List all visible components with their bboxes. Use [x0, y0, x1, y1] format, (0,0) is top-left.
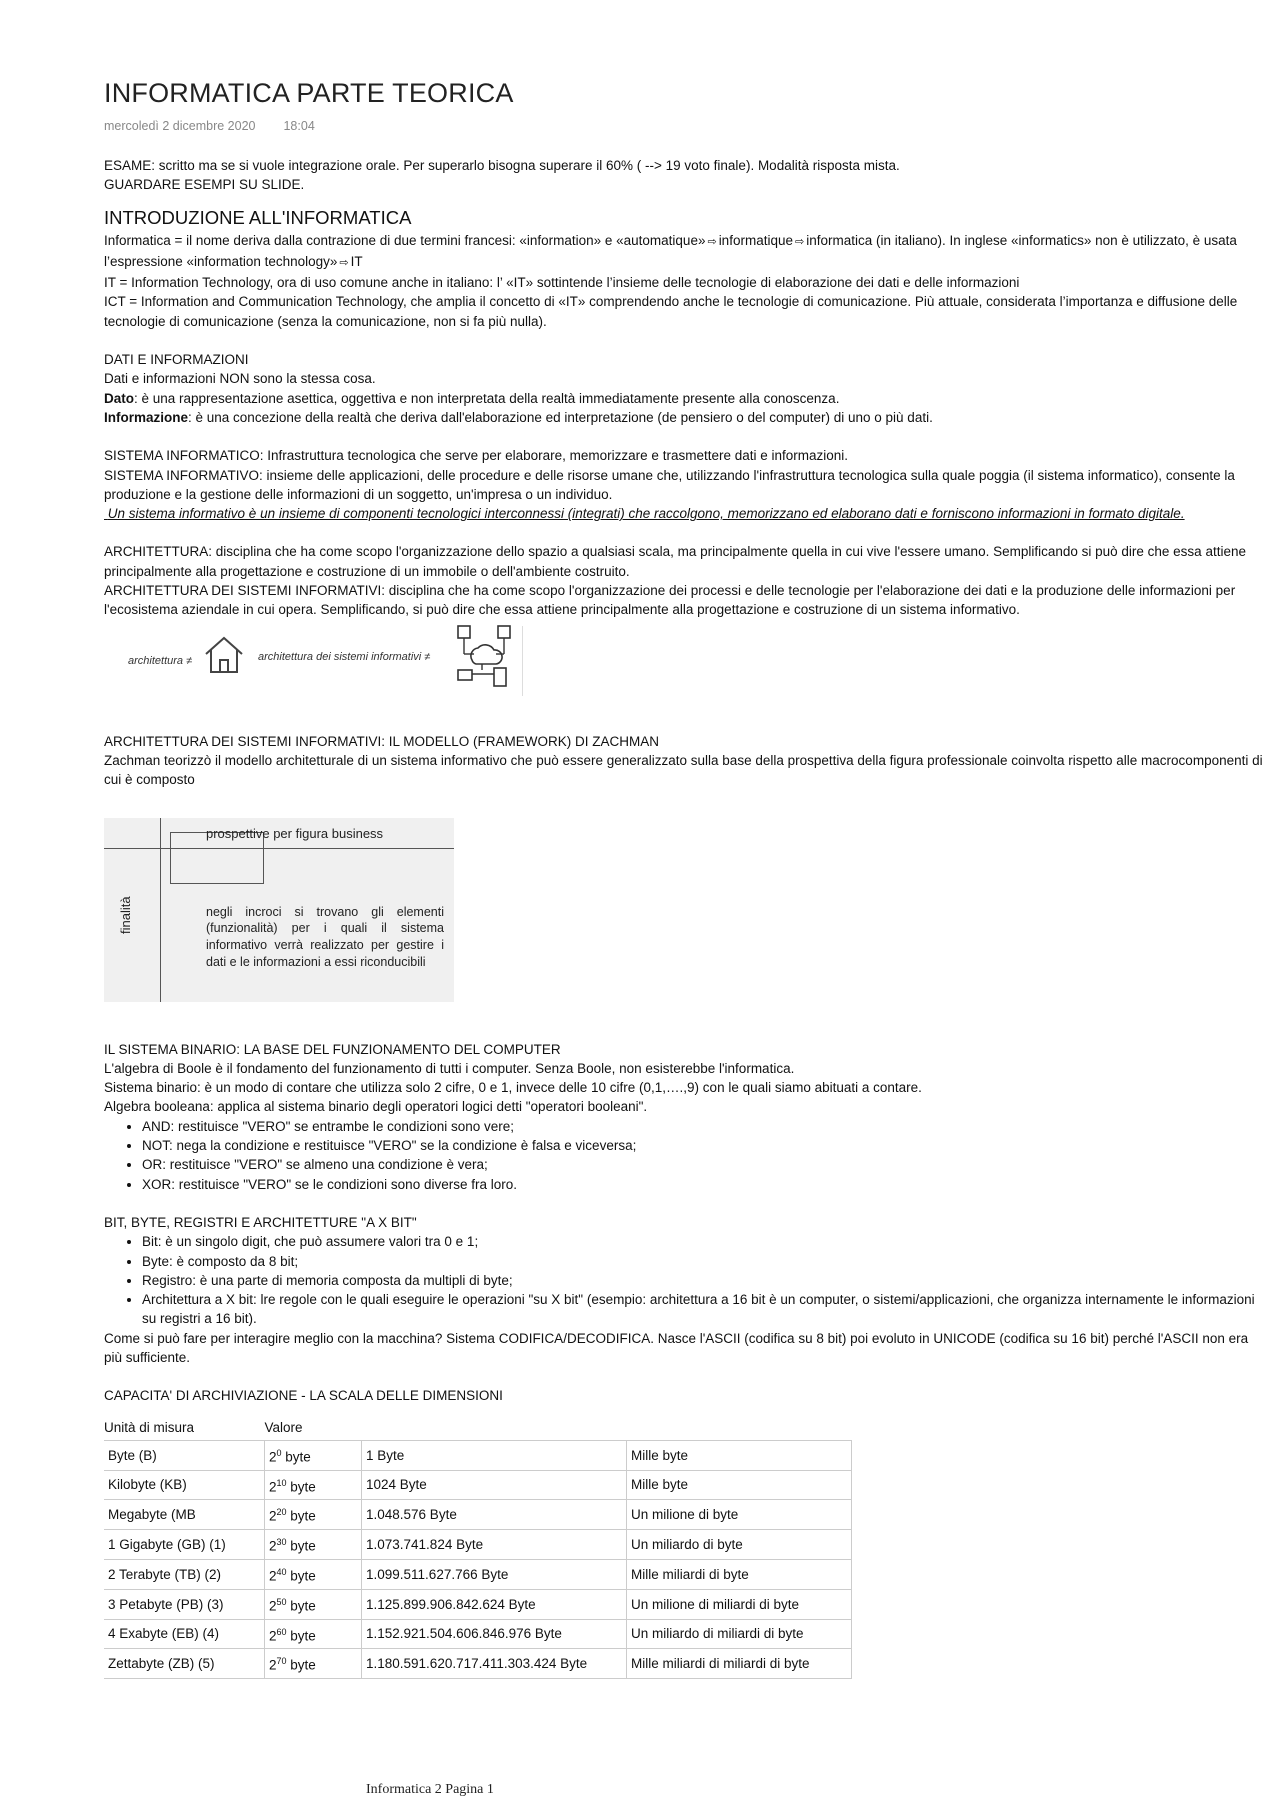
- power-cell: $2^{30}$ byte: [265, 1530, 362, 1560]
- section-heading-informatica: INTRODUZIONE ALL'INFORMATICA: [104, 206, 412, 228]
- description-cell: Un milione di miliardi di byte: [627, 1589, 852, 1619]
- sistema-informativo-underlined: Un sistema informativo è un insieme di componenti tecnologici interconnessi (integrati) che raccolgono, memorizzano ed elaborano dati e forniscono informazioni in formato digitale.: [107, 506, 1185, 522]
- column-header-value: Valore: [264, 1419, 303, 1435]
- house-icon: [202, 632, 246, 676]
- boolean-operators-list: [104, 1117, 1264, 1194]
- list-item: • Bit: è un singolo digit, che può assumere valori tra 0 e 1;: [142, 1232, 1264, 1251]
- bytes-cell: 1.048.576 Byte: [362, 1500, 627, 1530]
- page-title: INFORMATICA PARTE TEORICA: [104, 78, 514, 108]
- architettura-si-definition: ARCHITETTURA DEI SISTEMI INFORMATIVI: disciplina che ha come scopo l'organizzazione dei processi e delle tecnologie per l'elaborazione dei dati e la produzione delle informazioni per l'ecosistema aziendale in cui opera. Semplificando, si può dire che essa attiene principalmente alla progettazione e costruzione di un sistema informativo.: [104, 583, 1236, 618]
- architettura-si-label: architettura dei sistemi informativi ≠: [258, 650, 431, 663]
- power-cell: $2^{70}$ byte: [265, 1649, 362, 1679]
- unit-name-cell: 3 Petabyte (PB) (3): [104, 1589, 265, 1619]
- bytes-cell: 1.099.511.627.766 Byte: [362, 1560, 627, 1590]
- table-row: [104, 1619, 852, 1649]
- list-item: • NOT: nega la condizione e restituisce "VERO" se la condizione è falsa e viceversa;: [142, 1136, 1264, 1155]
- table-row: [104, 1649, 852, 1679]
- dati-intro: Dati e informazioni NON sono la stessa cosa.: [104, 371, 376, 387]
- description-cell: Mille miliardi di byte: [627, 1560, 852, 1590]
- arrow-icon: ⇨: [794, 235, 805, 248]
- table-row: [104, 1530, 852, 1560]
- section-heading-binario: IL SISTEMA BINARIO: LA BASE DEL FUNZIONAMENTO DEL COMPUTER: [104, 1041, 561, 1057]
- description-cell: Mille miliardi di miliardi di byte: [627, 1649, 852, 1679]
- page-meta: [104, 119, 315, 133]
- network-icon: [452, 624, 516, 690]
- zachman-text: Zachman teorizzò il modello architetturale di un sistema informativo che può essere generalizzato sulla base della prospettiva della figura professionale coinvolta rispetto alle macrocomponenti di cui è composto: [104, 752, 1263, 788]
- power-cell: $2^0$ byte: [265, 1440, 362, 1470]
- it-definition: IT = Information Technology, ora di uso comune anche in italiano: l’ «IT» sottintende l’insieme delle tecnologie di elaborazione dei dati e delle informazioni: [104, 275, 1020, 291]
- exam-info: ESAME: scritto ma se si vuole integrazione orale. Per superarlo bisogna superare il 60% ( --> 19 voto finale). Modalità risposta mista.: [104, 158, 900, 173]
- zachman-figure: [104, 818, 454, 1002]
- zachman-figure-side-label: finalità: [118, 895, 133, 934]
- section-heading-bit: BIT, BYTE, REGISTRI E ARCHITETTURE "A X BIT": [104, 1214, 417, 1230]
- table-row: [104, 1440, 852, 1470]
- informazione-definition: Informazione: è una concezione della realtà che deriva dall'elaborazione ed interpretazione (de pensiero o del computer) di uno o più dati.: [104, 409, 933, 425]
- power-cell: $2^{60}$ byte: [265, 1619, 362, 1649]
- table-row: [104, 1500, 852, 1530]
- page-date: mercoledì 2 dicembre 2020: [104, 119, 256, 133]
- description-cell: Un miliardo di byte: [627, 1530, 852, 1560]
- slides-note: GUARDARE ESEMPI SU SLIDE.: [104, 177, 305, 193]
- unit-name-cell: 4 Exabyte (EB) (4): [104, 1619, 265, 1649]
- bytes-cell: 1 Byte: [362, 1440, 627, 1470]
- sistema-informativo: SISTEMA INFORMATIVO: insieme delle applicazioni, delle procedure e delle risorse umane che, utilizzando l'infrastruttura tecnologica sulla quale poggia (il sistema informatico), consente la produzione e la gestione delle informazioni di un soggetto, un'impresa o un individuo.: [104, 467, 1235, 502]
- bytes-cell: 1.073.741.824 Byte: [362, 1530, 627, 1560]
- unit-name-cell: Zettabyte (ZB) (5): [104, 1649, 265, 1679]
- zachman-figure-top-label: prospettive per figura business: [206, 825, 384, 841]
- codifica-text: Come si può fare per interagire meglio con la macchina? Sistema CODIFICA/DECODIFICA. Nasce l'ASCII (codifica su 8 bit) poi evoluto in UNICODE (codifica su 16 bit) perché l'ASCII non era più sufficiente.: [104, 1330, 1249, 1365]
- unit-name-cell: 1 Gigabyte (GB) (1): [104, 1530, 265, 1560]
- power-cell: $2^{10}$ byte: [265, 1470, 362, 1500]
- power-cell: $2^{20}$ byte: [265, 1500, 362, 1530]
- list-item: • Byte: è composto da 8 bit;: [142, 1252, 1264, 1271]
- description-cell: Un milione di byte: [627, 1500, 852, 1530]
- power-cell: $2^{40}$ byte: [265, 1560, 362, 1590]
- description-cell: Mille byte: [627, 1470, 852, 1500]
- architettura-label: architettura ≠: [128, 654, 193, 667]
- column-header-unit: Unità di misura: [104, 1419, 195, 1435]
- binario-line-2: Sistema binario: è un modo di contare che utilizza solo 2 cifre, 0 e 1, invece delle 10 cifre (0,1,….,9) con le quali siamo abituati a contare.: [104, 1080, 922, 1096]
- bytes-cell: 1.152.921.504.606.846.976 Byte: [362, 1619, 627, 1649]
- arrow-icon: ⇨: [339, 256, 349, 269]
- unit-name-cell: Megabyte (MB: [104, 1500, 265, 1530]
- ict-definition: ICT = Information and Communication Technology, che amplia il concetto di «IT» comprendendo anche le tecnologie di comunicazione. Più attuale, considerata l’importanza e diffusione delle tecnologie di comunicazione (senza la comunicazione, non si fa più nulla).: [104, 294, 1238, 329]
- bytes-cell: 1.180.591.620.717.411.303.424 Byte: [362, 1649, 627, 1679]
- page-time: 18:04: [283, 119, 315, 133]
- bit-list: [104, 1232, 1264, 1328]
- unit-name-cell: Kilobyte (KB): [104, 1470, 265, 1500]
- bytes-cell: 1.125.899.906.842.624 Byte: [362, 1589, 627, 1619]
- architettura-figure: [114, 624, 534, 698]
- section-heading-dati: DATI E INFORMAZIONI: [104, 352, 249, 368]
- page-footer: Informatica 2 Pagina 1: [366, 1782, 494, 1797]
- storage-units-table: [104, 1414, 852, 1680]
- dato-definition: Dato: è una rappresentazione asettica, oggettiva e non interpretata della realtà immediatamente presente alla conoscenza.: [104, 390, 840, 406]
- arrow-icon: ⇨: [707, 235, 717, 248]
- power-cell: $2^{50}$ byte: [265, 1589, 362, 1619]
- binario-line-1: L'algebra di Boole è il fondamento del funzionamento di tutti i computer. Senza Boole, non esisterebbe l'informatica.: [104, 1060, 795, 1076]
- list-item: • Architettura a X bit: lre regole con le quali eseguire le operazioni "su X bit" (esempio: architettura a 16 bit è un computer, o sistemi/applicazioni, che organizza internamente le informazioni su registri a 16 bit).: [142, 1290, 1264, 1329]
- description-cell: Un miliardo di miliardi di byte: [627, 1619, 852, 1649]
- description-cell: Mille byte: [627, 1440, 852, 1470]
- unit-name-cell: 2 Terabyte (TB) (2): [104, 1560, 265, 1590]
- section-heading-capacita: CAPACITA' DI ARCHIVIAZIONE - LA SCALA DELLE DIMENSIONI: [104, 1388, 503, 1404]
- section-heading-zachman: ARCHITETTURA DEI SISTEMI INFORMATIVI: IL MODELLO (FRAMEWORK) DI ZACHMAN: [104, 733, 660, 749]
- bytes-cell: 1024 Byte: [362, 1470, 627, 1500]
- unit-name-cell: Byte (B): [104, 1440, 265, 1470]
- note-content: [104, 156, 1264, 1679]
- table-row: [104, 1589, 852, 1619]
- table-row: [104, 1560, 852, 1590]
- architettura-definition: ARCHITETTURA: disciplina che ha come scopo l'organizzazione dello spazio a qualsiasi scala, ma principalmente quella in cui vive l'essere umano. Semplificando si può dire che essa attiene principalmente alla progettazione e costruzione di un immobile o dell'ambiente costruito.: [104, 544, 1246, 579]
- list-item: • OR: restituisce "VERO" se almeno una condizione è vera;: [142, 1155, 1264, 1174]
- zachman-figure-body: negli incroci si trovano gli elementi (funzionalità) per i quali il sistema informativo verrà realizzato per gestire i dati e le informazioni a essi riconducibili: [206, 904, 444, 969]
- sistema-informatico: SISTEMA INFORMATICO: Infrastruttura tecnologica che serve per elaborare, memorizzare e trasmettere dati e informazioni.: [104, 448, 849, 464]
- list-item: • Registro: è una parte di memoria composta da multipli di byte;: [142, 1271, 1264, 1290]
- list-item: • AND: restituisce "VERO" se entrambe le condizioni sono vere;: [142, 1117, 1264, 1136]
- table-row: [104, 1470, 852, 1500]
- informatica-definition: Informatica = il nome deriva dalla contrazione di due termini francesi: «information» e «automatique» ⇨ informatique ⇨ informatica (in italiano). In inglese «informatics» non è utilizzato, è usata l’espressione «information technology» ⇨ IT: [104, 232, 1237, 269]
- binario-line-3: Algebra booleana: applica al sistema binario degli operatori logici detti "operatori booleani".: [104, 1099, 648, 1115]
- list-item: • XOR: restituisce "VERO" se le condizioni sono diverse fra loro.: [142, 1175, 1264, 1194]
